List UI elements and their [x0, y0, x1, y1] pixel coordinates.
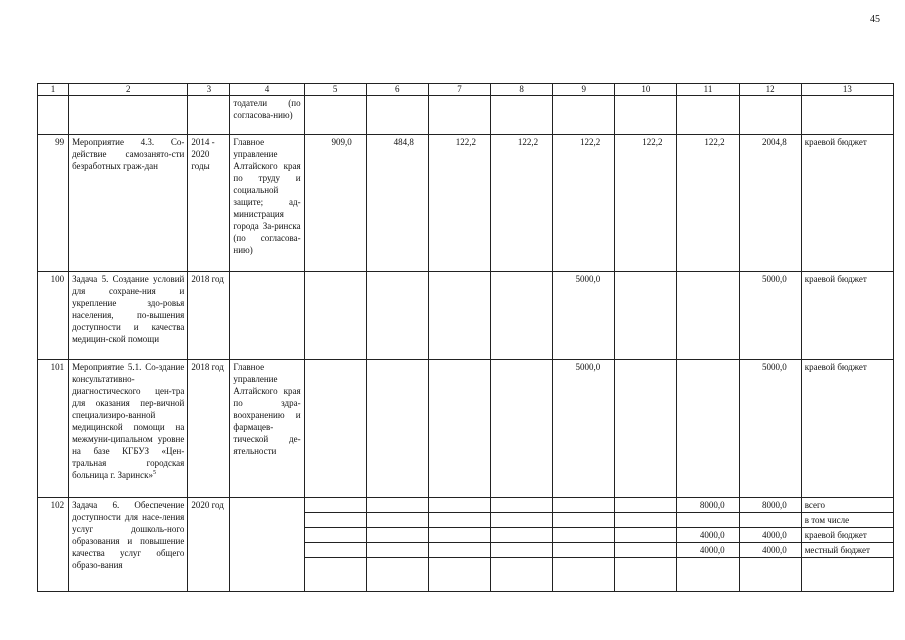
- header-cell: 5: [304, 84, 366, 96]
- activity-name: Мероприятие 4.3. Со-действие самозанято-сти безработных граж-дан: [69, 135, 188, 272]
- activity-name: [69, 360, 188, 498]
- header-cell: 9: [553, 84, 615, 96]
- header-cell: 11: [677, 84, 739, 96]
- row-number: 100: [38, 272, 69, 360]
- value-cell: 122,2: [491, 135, 553, 272]
- table-row: [38, 498, 894, 513]
- period-cell: 2018 год: [188, 360, 230, 498]
- value-cell: 5000,0: [739, 360, 801, 498]
- page-number: 45: [870, 14, 880, 25]
- value-cell: 4000,0: [677, 528, 739, 543]
- funding-source: местный бюджет: [801, 543, 893, 558]
- value-cell: 122,2: [677, 135, 739, 272]
- program-table: [37, 83, 894, 592]
- value-cell: 5000,0: [739, 272, 801, 360]
- value-cell: [677, 513, 739, 528]
- funding-source: краевой бюджет: [801, 360, 893, 498]
- header-cell: 8: [491, 84, 553, 96]
- value-cell: 4000,0: [739, 528, 801, 543]
- value-cell: 2004,8: [739, 135, 801, 272]
- row-number: 101: [38, 360, 69, 498]
- value-cell: 8000,0: [677, 498, 739, 513]
- table-row: [38, 96, 894, 135]
- funding-source: всего: [801, 498, 893, 513]
- value-cell: 4000,0: [739, 543, 801, 558]
- row-number: 102: [38, 498, 69, 592]
- table-row: [38, 272, 894, 360]
- period-cell: 2020 год: [188, 498, 230, 592]
- period-cell: 2018 год: [188, 272, 230, 360]
- funding-source: краевой бюджет: [801, 135, 893, 272]
- header-cell: 3: [188, 84, 230, 96]
- executor-cell: тодатели (по согласова-нию): [230, 96, 304, 135]
- value-cell: 122,2: [553, 135, 615, 272]
- task-name: Задача 5. Создание условий для сохране-ния и укрепление здо-ровья населения, по-вышения доступности и качества медицин-ской помощи: [69, 272, 188, 360]
- activity-name-text: Мероприятие 5.1. Со-здание консультативно-диагностического цен-тра для оказания пер-вичной специализиро-ванной медицинской помощи на межмуни-ципальном уровне на базе КГБУЗ «Цен-тральная городская больница г. Заринск»: [72, 362, 185, 480]
- header-row: [38, 84, 894, 96]
- header-cell: 12: [739, 84, 801, 96]
- header-cell: 7: [428, 84, 490, 96]
- table-row: [38, 135, 894, 272]
- period-cell: 2014 - 2020 годы: [188, 135, 230, 272]
- value-cell: 4000,0: [677, 543, 739, 558]
- funding-source: краевой бюджет: [801, 272, 893, 360]
- value-cell: 5000,0: [553, 272, 615, 360]
- executor-cell: Главное управление Алтайского края по труду и социальной защите; ад-министрация города За-ринска (по согласова-нию): [230, 135, 304, 272]
- task-name: Задача 6. Обеспечение доступности для насе-ления услуг дошколь-ного образования и повышение качества услуг общего образо-вания: [69, 498, 188, 592]
- header-cell: 10: [615, 84, 677, 96]
- value-cell: 8000,0: [739, 498, 801, 513]
- header-cell: 13: [801, 84, 893, 96]
- value-cell: 122,2: [615, 135, 677, 272]
- funding-source: в том числе: [801, 513, 893, 528]
- value-cell: 122,2: [428, 135, 490, 272]
- header-cell: 4: [230, 84, 304, 96]
- value-cell: 484,8: [366, 135, 428, 272]
- header-cell: 2: [69, 84, 188, 96]
- value-cell: 909,0: [304, 135, 366, 272]
- value-cell: [739, 513, 801, 528]
- row-number: 99: [38, 135, 69, 272]
- header-cell: 1: [38, 84, 69, 96]
- funding-source: краевой бюджет: [801, 528, 893, 543]
- value-cell: 5000,0: [553, 360, 615, 498]
- header-cell: 6: [366, 84, 428, 96]
- executor-cell: Главное управление Алтайского края по здра-воохранению и фармацев-тической де-ятельности: [230, 360, 304, 498]
- footnote-mark: 5: [153, 470, 156, 476]
- table-row: [38, 360, 894, 498]
